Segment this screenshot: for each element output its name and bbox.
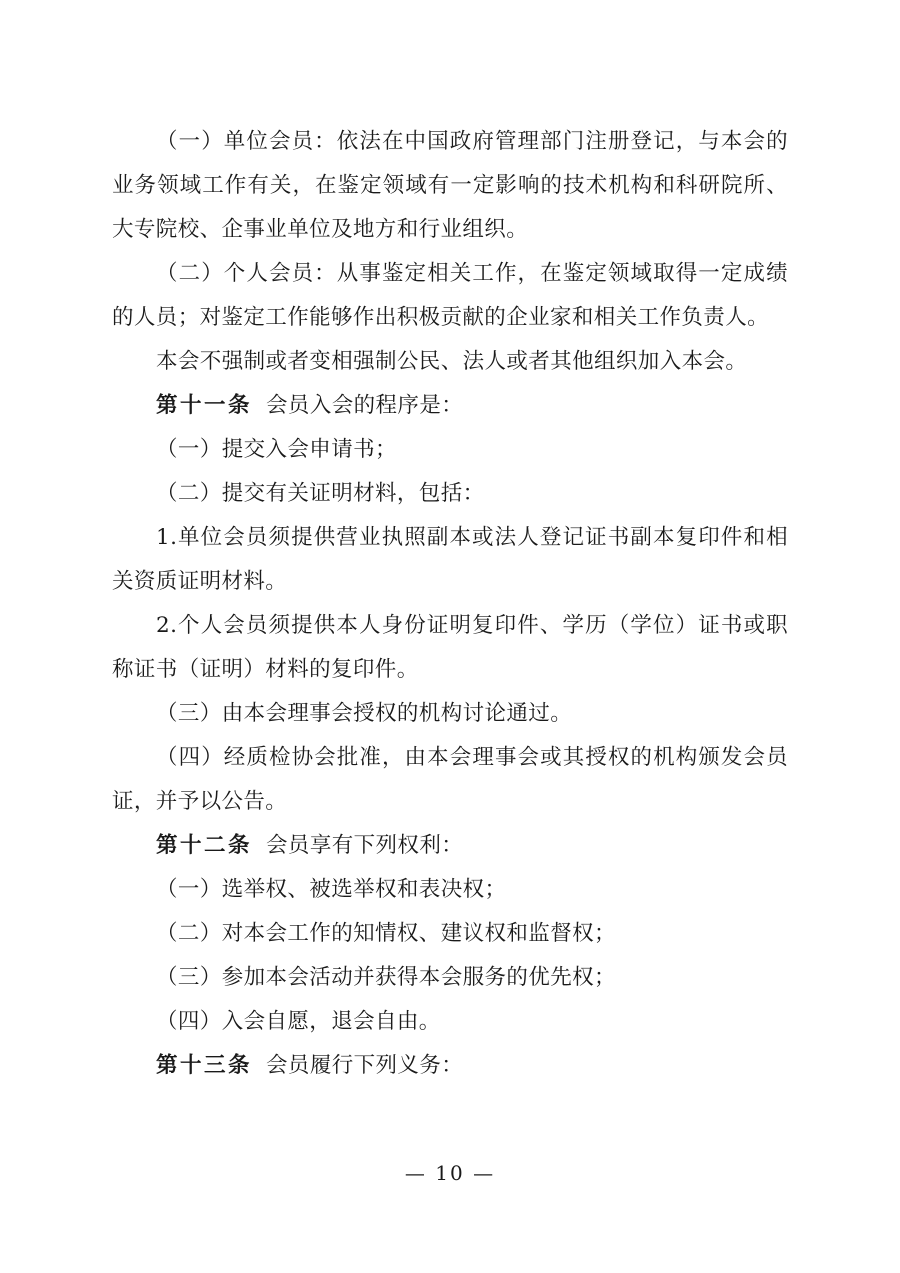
paragraph-procedure-2-2: 2.个人会员须提供本人身份证明复印件、学历（学位）证书或职称证书（证明）材料的复印件。 (112, 613, 788, 682)
paragraph-procedure-2-1: 1.单位会员须提供营业执照副本或法人登记证书副本复印件和相关资质证明材料。 (112, 525, 788, 594)
paragraph-rights-4: （四）入会自愿，退会自由。 (156, 1009, 441, 1034)
paragraph-rights-1: （一）选举权、被选举权和表决权； (156, 877, 507, 902)
paragraph-individual-member: （二）个人会员：从事鉴定相关工作，在鉴定领域取得一定成绩的人员；对鉴定工作能够作出积极贡献的企业家和相关工作负责人。 (112, 261, 788, 330)
article-11-heading (112, 384, 788, 428)
paragraph-unit-member: （一）单位会员：依法在中国政府管理部门注册登记，与本会的业务领域工作有关，在鉴定领域有一定影响的技术机构和科研院所、大专院校、企事业单位及地方和行业组织。 (112, 129, 788, 242)
article-11-number: 第十一条 (156, 393, 253, 418)
paragraph-rights-3: （三）参加本会活动并获得本会服务的优先权； (156, 965, 616, 990)
article-12-heading (112, 824, 788, 868)
paragraph-procedure-3: （三）由本会理事会授权的机构讨论通过。 (156, 701, 573, 726)
paragraph-procedure-2: （二）提交有关证明材料，包括： (156, 481, 485, 506)
paragraph-procedure-4: （四）经质检协会批准，由本会理事会或其授权的机构颁发会员证，并予以公告。 (112, 745, 788, 814)
article-13-heading (112, 1044, 788, 1088)
page-number: — 10 — (404, 1161, 496, 1185)
article-12-title: 会员享有下列权利： (266, 833, 464, 858)
article-11-title: 会员入会的程序是： (266, 393, 464, 418)
article-13-number: 第十三条 (156, 1053, 253, 1078)
article-13-title: 会员履行下列义务： (266, 1053, 464, 1078)
document-body (112, 120, 788, 1088)
article-12-number: 第十二条 (156, 833, 253, 858)
paragraph-no-coercion: 本会不强制或者变相强制公民、法人或者其他组织加入本会。 (156, 349, 748, 374)
paragraph-rights-2: （二）对本会工作的知情权、建议权和监督权； (156, 921, 616, 946)
paragraph-procedure-1: （一）提交入会申请书； (156, 437, 397, 462)
